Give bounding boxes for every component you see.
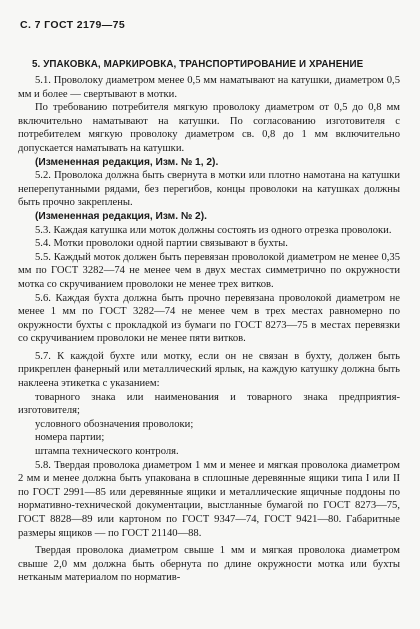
page-header: С. 7 ГОСТ 2179—75 xyxy=(20,19,126,31)
amendment-note: (Измененная редакция, Изм. № 1, 2). xyxy=(35,156,219,168)
paragraph-5-7: 5.7. К каждой бухте или мотку, если он не связан в бухту, должен быть прикреплен фанерный или металлический ярлык, на каждую катушку должна быть наклеена этикетка с указанием: xyxy=(18,350,400,390)
amendment-note: (Измененная редакция, Изм. № 2). xyxy=(35,210,207,222)
paragraph-5-3: 5.3. Каждая катушка или моток должны состоять из одного отрезка проволоки. xyxy=(35,224,392,236)
paragraph-5-4: 5.4. Мотки проволоки одной партии связывают в бухты. xyxy=(35,238,288,250)
paragraph-5-6: 5.6. Каждая бухта должна быть прочно перевязана проволокой диаметром не менее 1 мм по ГОСТ 3282—74 не менее чем в трех местах равномерно по окружности бухты с прокладкой из бумаги по ГОСТ 8273—75 в местах перевязки со скручиванием проволоки не менее пяти витков. xyxy=(18,292,400,345)
section-title: 5. УПАКОВКА, МАРКИРОВКА, ТРАНСПОРТИРОВАНИЕ И ХРАНЕНИЕ xyxy=(32,59,364,70)
paragraph-5-8: 5.8. Твердая проволока диаметром 1 мм и менее и мягкая проволока диаметром 2 мм и менее должна быть упакована в сплошные деревянные ящики типа I или II по ГОСТ 2991—85 или деревянные ящики и металлические ящичные поддоны по нормативно-технической документации, выстланные бумагой по ГОСТ 8273—75, ГОСТ 8828—89 или картоном по ГОСТ 9347—74, ГОСТ 9421—80. Габаритные размеры ящиков — по ГОСТ 21140—88. xyxy=(18,459,400,539)
paragraph-5-5: 5.5. Каждый моток должен быть перевязан проволокой диаметром не менее 0,35 мм по ГОСТ 3282—74 не менее чем в двух местах симметрично по окружности мотка со скручиванием проволоки не менее трех витков. xyxy=(18,251,400,290)
paragraph-5-1: 5.1. Проволоку диаметром менее 0,5 мм наматывают на катушки, диаметром 0,5 мм и более — свертывают в мотки. xyxy=(18,75,400,100)
label-item-stamp: штампа технического контроля. xyxy=(35,446,179,458)
document-body xyxy=(18,74,400,585)
label-item-batch: номера партии; xyxy=(35,432,105,444)
label-item-trademark: товарного знака или наименования и товарного знака предприятия-изготовителя; xyxy=(18,391,400,417)
paragraph-5-2: 5.2. Проволока должна быть свернута в мотки или плотно намотана на катушки неперепутанными рядами, без перегибов, концы проволоки на катушках должны быть прочно закреплены. xyxy=(18,170,400,209)
paragraph-5-8-wrapping: Твердая проволока диаметром свыше 1 мм и мягкая проволока диаметром свыше 2,0 мм должна быть обернута по длине окружности мотка или бухты нетканым материалом по норматив- xyxy=(18,545,400,584)
label-item-designation: условного обозначения проволоки; xyxy=(35,418,194,430)
paragraph-5-1-request: По требованию потребителя мягкую проволоку диаметром от 0,5 до 0,8 мм включительно наматывают на катушки. По согласованию изготовителя с потребителем мягкую проволоку диаметром св. 0,8 до 1 мм включительно допускается наматывать на катушки. xyxy=(18,102,400,154)
